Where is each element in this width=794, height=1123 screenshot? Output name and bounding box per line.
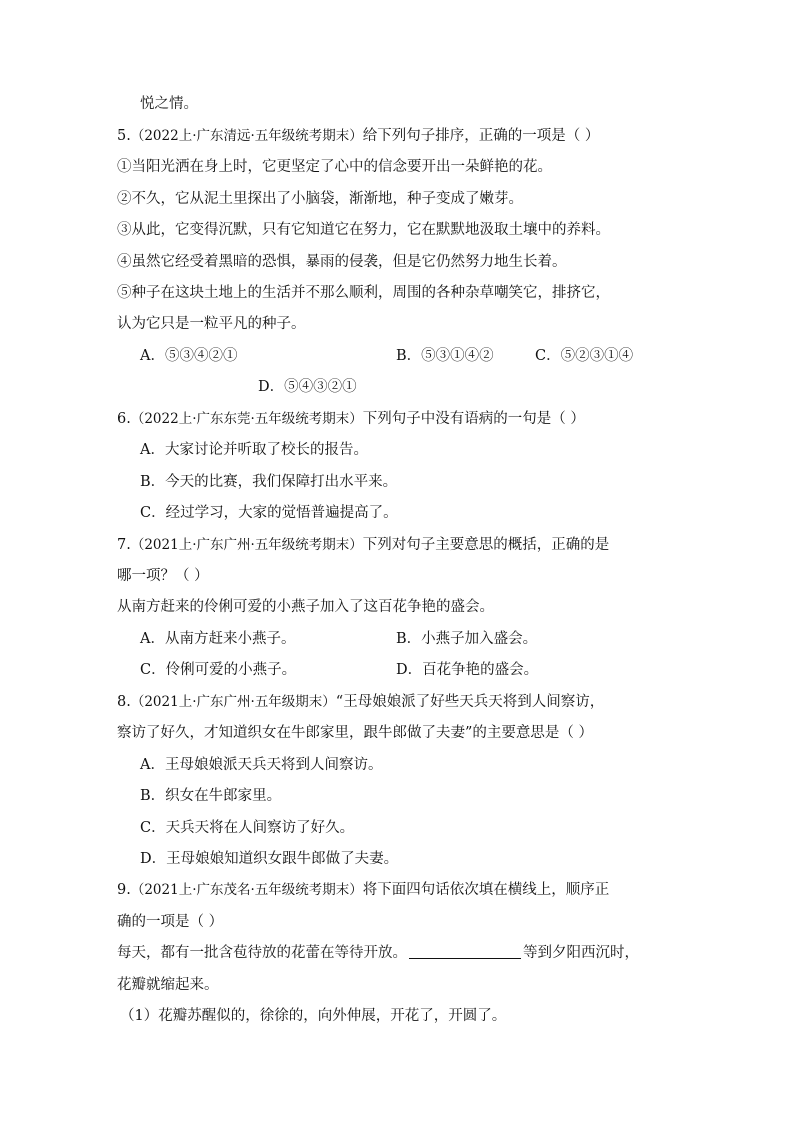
option-d[interactable]: D．王母娘娘知道织女跟牛郎做了夫妻。 bbox=[140, 851, 399, 867]
question-number: 6. bbox=[117, 411, 131, 427]
text-line: 悦之情。 bbox=[140, 96, 198, 112]
option-d[interactable]: D．⑤④③②① bbox=[258, 379, 357, 395]
question-source: （2022上·广东东莞·五年级统考期末） bbox=[130, 411, 363, 427]
question-stem-cont: 确的一项是（ ） bbox=[117, 914, 224, 930]
question-stem: 下列对句子主要意思的概括，正确的是 bbox=[362, 537, 610, 553]
option-c[interactable]: C．伶俐可爱的小燕子。 bbox=[140, 662, 297, 678]
question-6 bbox=[117, 409, 585, 429]
option-a[interactable]: A．⑤③④②① bbox=[140, 348, 238, 364]
question-source: （2022上·广东清远·五年级统考期末） bbox=[130, 128, 363, 144]
option-d[interactable]: D．百花争艳的盛会。 bbox=[396, 662, 539, 678]
sentence-3: ③从此，它变得沉默，只有它知道它在努力，它在默默地汲取土壤中的养料。 bbox=[117, 222, 610, 238]
question-stem: 将下面四句话依次填在横线上，顺序正 bbox=[362, 882, 610, 898]
question-8 bbox=[117, 692, 604, 712]
option-c[interactable]: C．天兵天将在人间察访了好久。 bbox=[140, 820, 355, 836]
question-number: 7. bbox=[117, 537, 131, 553]
question-number: 8. bbox=[117, 694, 131, 710]
passage-line bbox=[117, 943, 639, 963]
options-row bbox=[140, 660, 640, 680]
question-7 bbox=[117, 535, 609, 555]
sentence-5-cont: 认为它只是一粒平凡的种子。 bbox=[117, 316, 306, 332]
question-stem: “王母娘娘派了好些天兵天将到人间察访， bbox=[335, 694, 605, 710]
question-source: （2021上·广东茂名·五年级统考期末） bbox=[130, 882, 363, 898]
option-a[interactable]: A．王母娘娘派天兵天将到人间察访。 bbox=[140, 757, 383, 773]
options-row bbox=[140, 346, 660, 366]
option-b[interactable]: B．⑤③①④② bbox=[396, 348, 494, 364]
option-a[interactable]: A．大家讨论并听取了校长的报告。 bbox=[140, 442, 368, 458]
sentence-4: ④虽然它经受着黑暗的恐惧，暴雨的侵袭，但是它仍然努力地生长着。 bbox=[117, 254, 567, 270]
question-number: 9. bbox=[117, 882, 131, 898]
sentence-1: ①当阳光洒在身上时，它更坚定了心中的信念要开出一朵鲜艳的花。 bbox=[117, 159, 552, 175]
option-a[interactable]: A．从南方赶来小燕子。 bbox=[140, 631, 296, 647]
question-stem: 下列句子中没有语病的一句是（ ） bbox=[362, 411, 585, 427]
question-source: （2021上·广东广州·五年级统考期末） bbox=[130, 537, 363, 553]
option-b[interactable]: B．今天的比赛，我们保障打出水平来。 bbox=[140, 474, 398, 490]
question-source: （2021上·广东广州·五年级期末） bbox=[130, 694, 336, 710]
question-stem-cont: 哪一项？（ ） bbox=[117, 568, 209, 584]
question-stem: 给下列句子排序，正确的一项是（ ） bbox=[362, 128, 600, 144]
question-sentence: 从南方赶来的伶俐可爱的小燕子加入了这百花争艳的盛会。 bbox=[117, 599, 494, 615]
sentence-5: ⑤种子在这块土地上的生活并不那么顺利，周围的各种杂草嘲笑它，排挤它， bbox=[117, 285, 610, 301]
question-stem-cont: 察访了好久，才知道织女在牛郎家里，跟牛郎做了夫妻”的主要意思是（ ） bbox=[117, 725, 594, 741]
passage-line: 花瓣就缩起来。 bbox=[117, 977, 219, 993]
option-b[interactable]: B．小燕子加入盛会。 bbox=[396, 631, 538, 647]
option-1: （1）花瓣苏醒似的，徐徐的，向外伸展，开花了，开圆了。 bbox=[120, 1008, 507, 1024]
question-5 bbox=[117, 126, 599, 146]
sentence-2: ②不久，它从泥土里探出了小脑袋，渐渐地，种子变成了嫩芽。 bbox=[117, 191, 523, 207]
option-b[interactable]: B．织女在牛郎家里。 bbox=[140, 788, 282, 804]
passage-text: 每天，都有一批含苞待放的花蕾在等待开放。 bbox=[117, 945, 407, 961]
passage-text: 等到夕阳西沉时， bbox=[523, 945, 639, 961]
question-9 bbox=[117, 880, 609, 900]
question-number: 5. bbox=[117, 128, 131, 144]
options-row bbox=[140, 629, 640, 649]
fill-blank[interactable] bbox=[409, 943, 521, 959]
option-c[interactable]: C．⑤②③①④ bbox=[535, 348, 634, 364]
option-c[interactable]: C．经过学习，大家的觉悟普遍提高了。 bbox=[140, 505, 398, 521]
